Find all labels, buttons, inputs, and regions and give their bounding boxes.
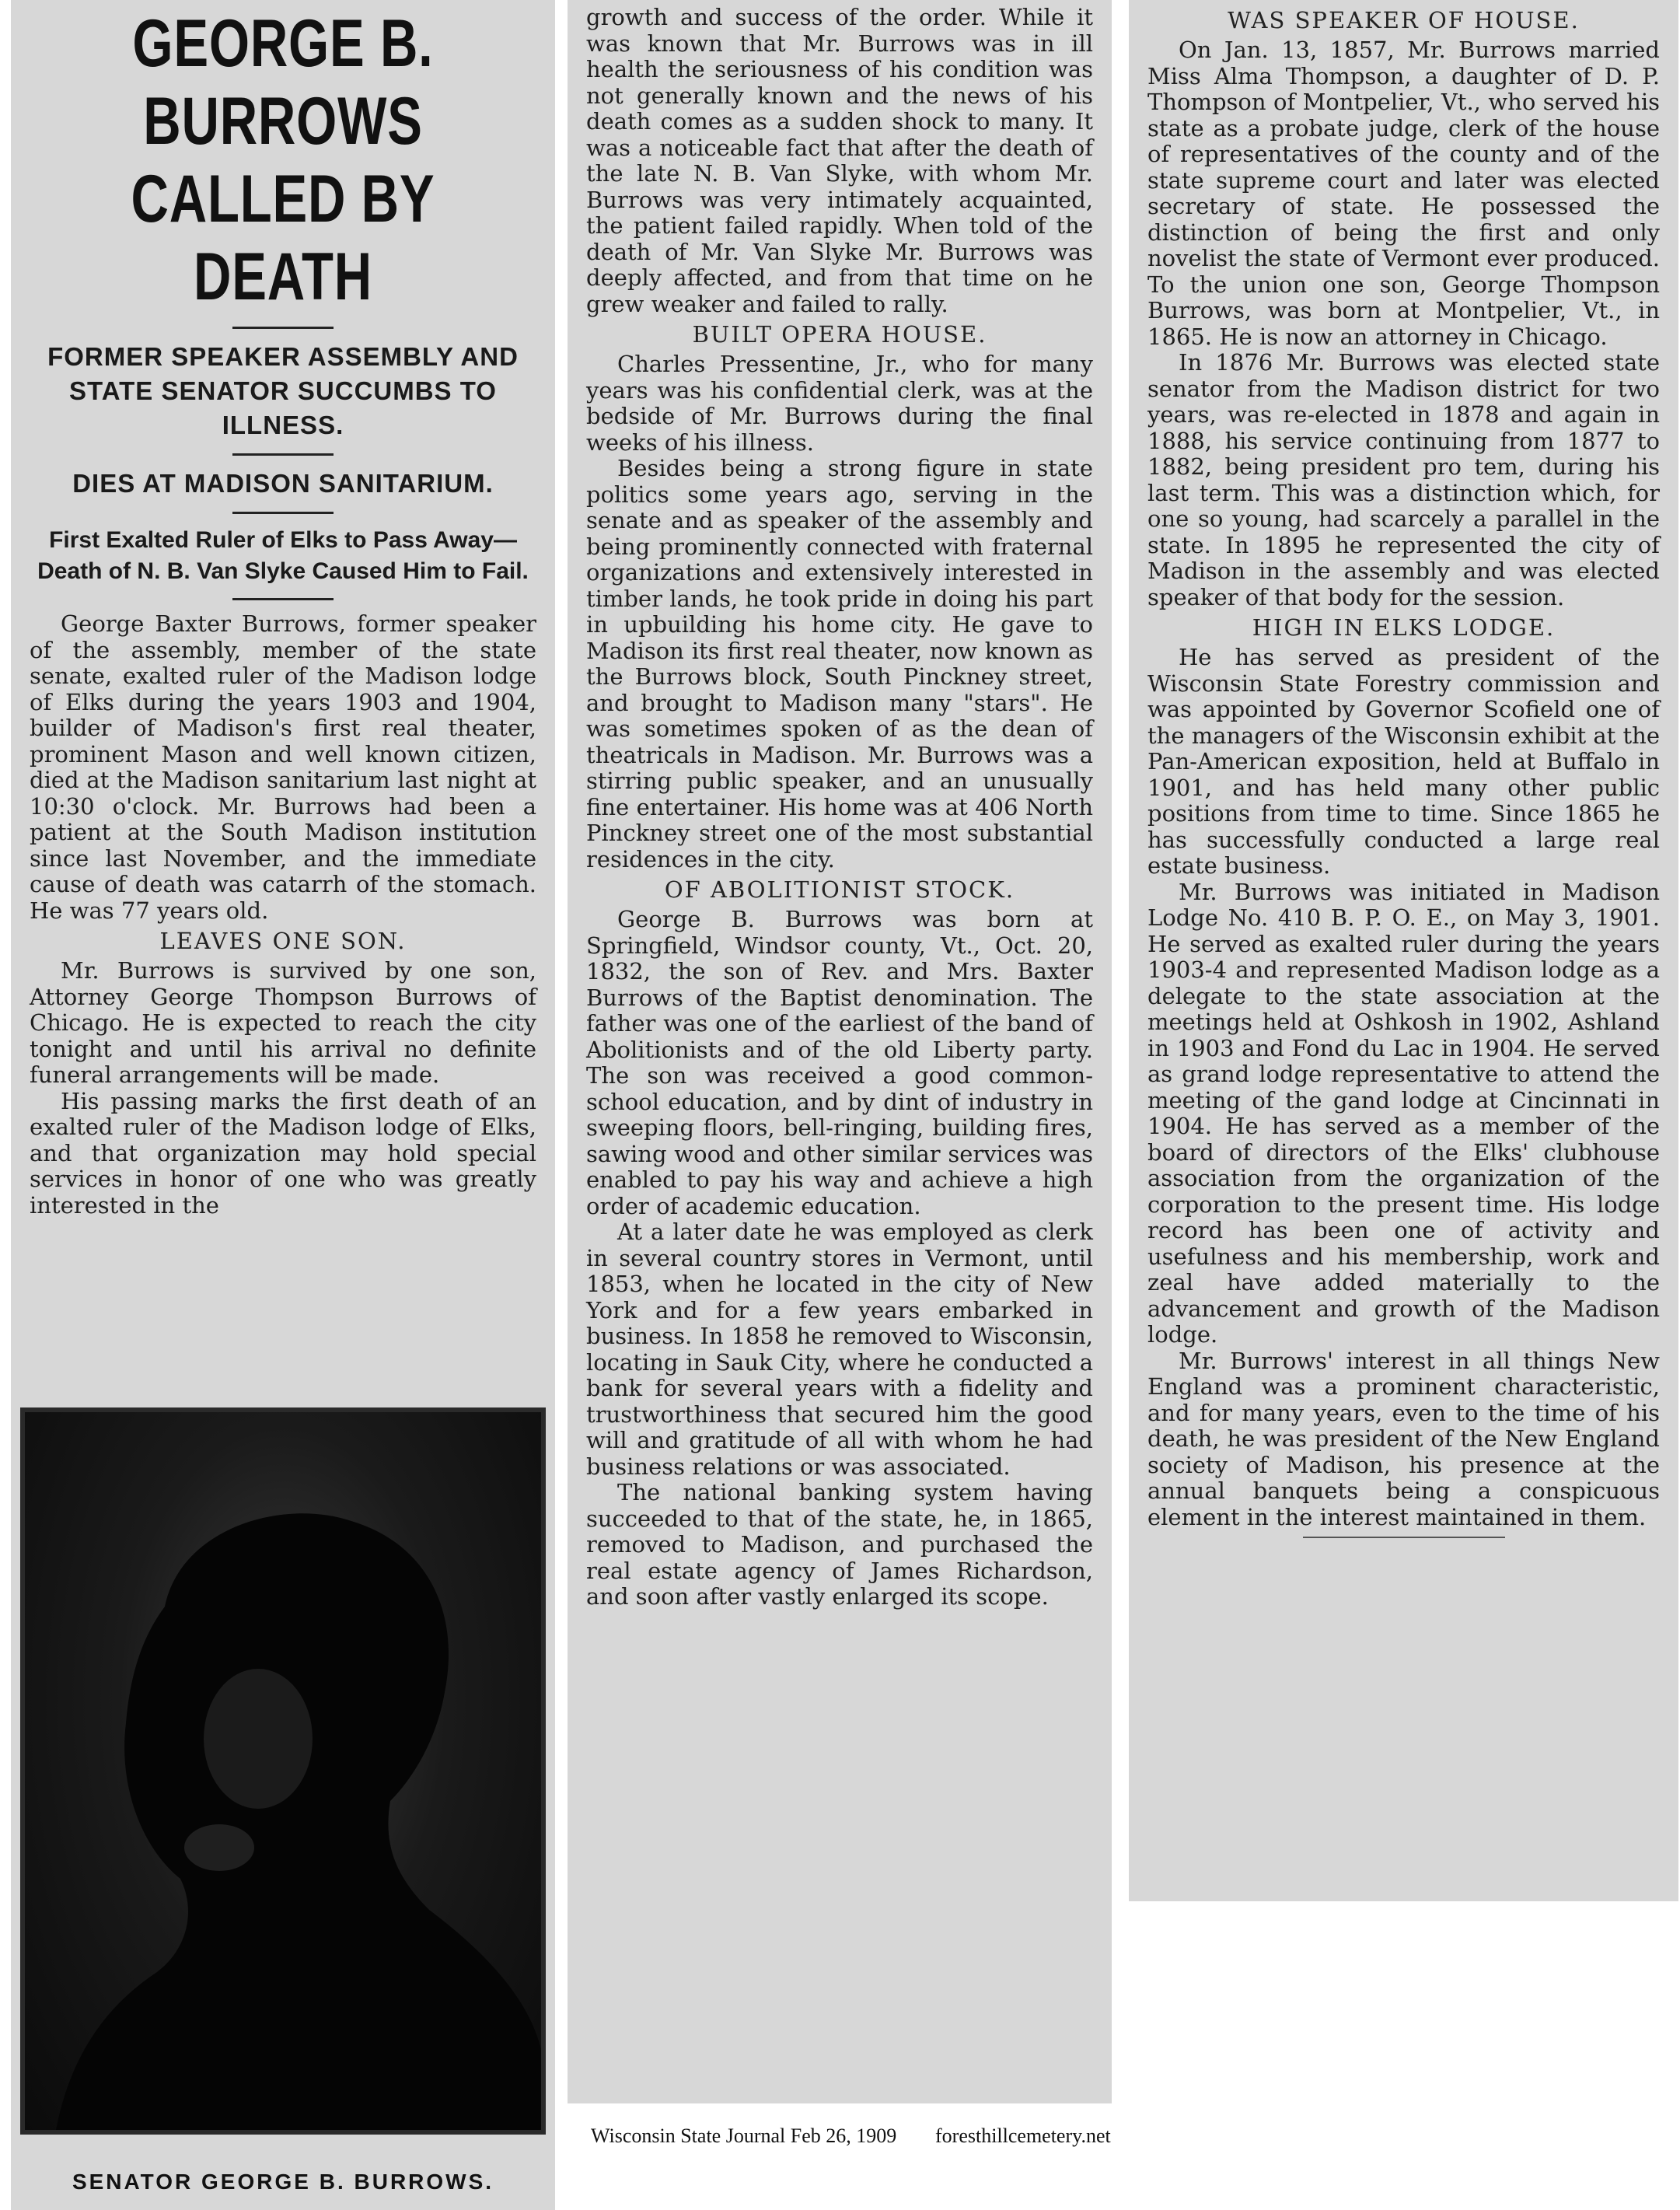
deck-rule (232, 598, 334, 600)
deck-3: First Exalted Ruler of Elks to Pass Away—Death of N. B. Van Slyke Caused Him to Fail. (37, 527, 529, 584)
article-paragraph: In 1876 Mr. Burrows was elected state senator from the Madison district for two years, was re-elected in 1878 and again in 1888, his service continuing from 1877 to 1882, being president pro tem, during his last term. This was a distinction which, for one so young, had scarcely a parallel in the state. In 1895 he represented the city of Madison in the assembly and was elected speaker of that body for the session. (1147, 349, 1660, 610)
column-2 (568, 0, 1112, 2103)
site-credit: foresthillcemetery.net (935, 2124, 1111, 2147)
portrait-silhouette-icon (25, 1412, 541, 2130)
article-paragraph: The national banking system having succeeded to that of the state, he, in 1865, removed to Madison, and purchased the real estate agency of James Richardson, and soon after vastly enlarged its scope. (586, 1479, 1093, 1610)
headline (71, 5, 495, 316)
article-paragraph: George B. Burrows was born at Springfield, Windsor county, Vt., Oct. 20, 1832, the son of Rev. and Mrs. Baxter Burrows of the Baptist denomination. The father was one of the earliest of the band of Abolitionists and of the old Liberty party. The son was received a good common-school education, and by dint of industry in sweeping floors, bell-ringing, building fires, sawing wood and other similar services was enabled to pay his way and achieve a high order of academic education. (586, 906, 1093, 1219)
headline-line-1: GEORGE B. BURROWS (132, 6, 434, 159)
subhead-leaves-one-son: LEAVES ONE SON. (159, 928, 407, 954)
article-paragraph: On Jan. 13, 1857, Mr. Burrows married Miss Alma Thompson, a daughter of D. P. Thompson of Montpelier, Vt., who served his state as a probate judge, clerk of the house of representatives of the county and of the state supreme court and later was elected secretary of state. He possessed the distinction of being the first and only novelist the state of Vermont ever produced. To the union one son, George Thompson Burrows, was born at Montpelier, Vt., in 1865. He is now an attorney in Chicago. (1147, 37, 1660, 350)
source-citation: Wisconsin State Journal Feb 26, 1909 (591, 2124, 897, 2147)
deck-rule (232, 327, 334, 329)
article-paragraph: Besides being a strong figure in state politics some years ago, serving in the senate and as speaker of the assembly and being prominently connected with fraternal organizations and extensively interested in timber lands, he took pride in doing his part in upbuilding his home city. He gave to Madison its first real theater, now known as the Burrows block, South Pinckney street, and brought to Madison many "stars". He was sometimes spoken of as the dean of theatricals in Madison. Mr. Burrows was a stirring public speaker, and an unusually fine entertainer. His home was at 406 North Pinckney street one of the most substantial residences in the city. (586, 455, 1093, 872)
end-rule (1303, 1537, 1505, 1538)
subhead-high-in-elks-lodge: HIGH IN ELKS LODGE. (1252, 614, 1556, 641)
deck-rule (232, 453, 334, 456)
article-paragraph: growth and success of the order. While it was known that Mr. Burrows was in ill health the seriousness of his condition was not generally known and the news of his death comes as a sudden shock to many. It was a noticeable fact that after the death of the late N. B. Van Slyke, with whom Mr. Burrows was very intimately acquainted, the patient failed rapidly. When told of the death of Mr. Van Slyke Mr. Burrows was deeply affected, and from that time on he grew weaker and failed to rally. (586, 4, 1093, 317)
article-paragraph: Mr. Burrows' interest in all things New England was a prominent characteristic, and for many years, even to the time of his death, he was president of the New England society of Madison, his presence at the annual banquets being a conspicuous element in the interest maintained in them. (1147, 1347, 1660, 1530)
column-1 (11, 0, 555, 2210)
deck-2: DIES AT MADISON SANITARIUM. (72, 469, 494, 498)
article-paragraph: At a later date he was employed as clerk in several country stores in Vermont, until 1853, when he located in the city of New York and for a few years embarked in business. In 1858 he removed to Wisconsin, locating in Sauk City, where he conducted a bank for several years with a fidelity and trustworthiness that secured him the good will and gratitude of all with whom he had business relations or was associated. (586, 1219, 1093, 1480)
article-paragraph: Mr. Burrows was initiated in Madison Lodge No. 410 B. P. O. E., on May 3, 1901. He served as exalted ruler during the years 1903-4 and represented Madison lodge as a delegate to the state association at the meetings held at Oshkosh in 1902, Ashland in 1903 and Fond du Lac in 1904. He served as grand lodge representative to attend the meeting of the gand lodge at Cincinnati in 1904. He has served as a member of the board of directors of the Elks' clubhouse association from the organization of the corporation to the present time. His lodge record has been one of activity and usefulness and his membership, work and zeal have added materially to the advancement and growth of the Madison lodge. (1147, 878, 1660, 1348)
deck-rule (232, 512, 334, 514)
article-paragraph: Mr. Burrows is survived by one son, Attorney George Thompson Burrows of Chicago. He is expected to reach the city tonight and until his arrival no definite funeral arrangements will be made. (30, 957, 536, 1088)
article-paragraph: Charles Pressentine, Jr., who for many years was his confidential clerk, was at the bedside of Mr. Burrows during the final weeks of his illness. (586, 351, 1093, 456)
article-paragraph: George Baxter Burrows, former speaker of the assembly, member of the state senate, exalted ruler of the Madison lodge of Elks during the years 1903 and 1904, builder of Madison's first real theater, prominent Mason and well known citizen, died at the Madison sanitarium last night at 10:30 o'clock. Mr. Burrows had been a patient at the South Madison institution since last November, and the immediate cause of death was catarrh of the stomach. He was 77 years old. (30, 610, 536, 924)
article-paragraph: His passing marks the first death of an exalted ruler of the Madison lodge of Elks, and that organization may hold special services in honor of one who was greatly interested in the (30, 1087, 536, 1219)
photo-caption: SENATOR GEORGE B. BURROWS. (72, 2170, 494, 2194)
column-3 (1129, 0, 1678, 1901)
portrait-photo (20, 1407, 546, 2135)
subhead-abolitionist-stock: OF ABOLITIONIST STOCK. (664, 876, 1015, 903)
headline-line-2: CALLED BY DEATH (131, 162, 435, 314)
subhead-speaker-of-house: WAS SPEAKER OF HOUSE. (1228, 7, 1580, 33)
article-paragraph: He has served as president of the Wisconsin State Forestry commission and was appointed by Governor Scofield one of the managers of the Wisconsin exhibit at the Pan-American exposition, held at Buffalo in 1901, and has held many other public positions from time to time. Since 1865 he has successfully conducted a large real estate business. (1147, 644, 1660, 879)
deck-1: FORMER SPEAKER ASSEMBLY AND STATE SENATOR SUCCUMBS TO ILLNESS. (47, 342, 519, 439)
subhead-built-opera-house: BUILT OPERA HOUSE. (692, 321, 987, 348)
